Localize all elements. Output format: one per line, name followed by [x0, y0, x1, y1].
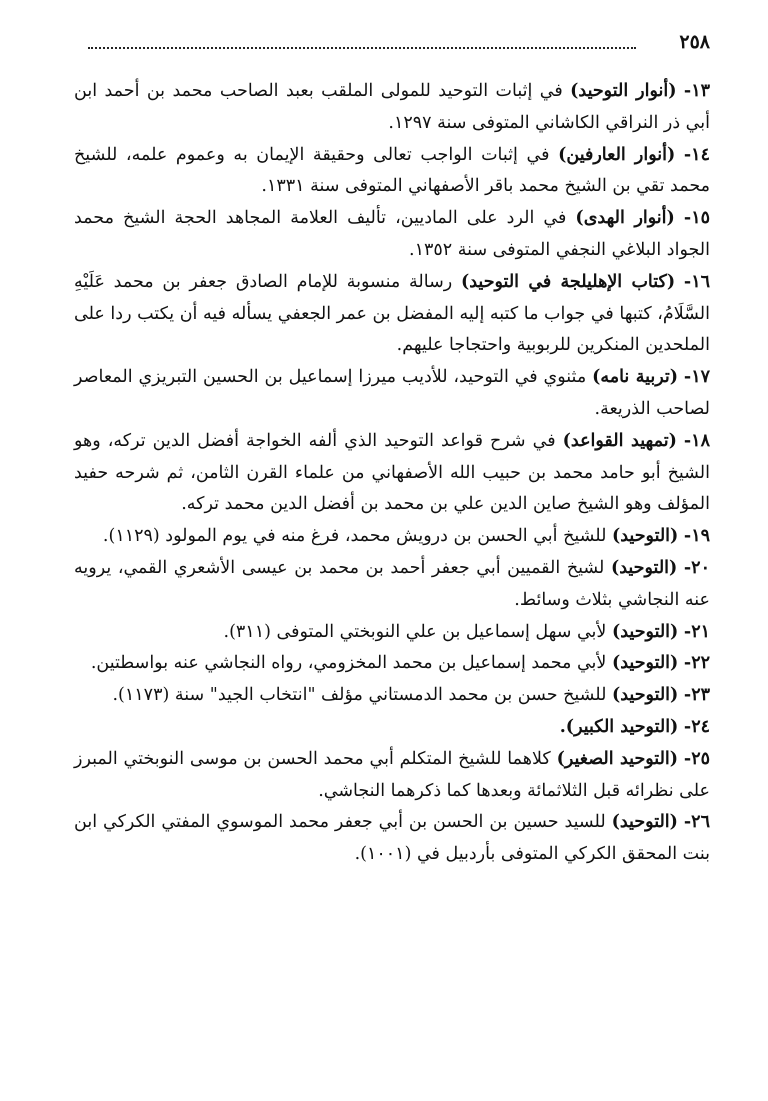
entry-text: مثنوي في التوحيد، للأديب ميرزا إسماعيل بن الحسين التبريزي المعاصر لصاحب الذريعة. [74, 367, 710, 419]
entry-14 [74, 140, 710, 204]
entry-list [74, 76, 710, 871]
entry-text: للسيد حسين بن الحسن بن أبي جعفر محمد الموسوي المفتي الكركي ابن بنت المحقق الكركي المتوفى بأردبيل في (١٠٠١). [74, 812, 710, 865]
entry-23 [74, 680, 710, 712]
entry-number: ١٥- [683, 208, 710, 229]
entry-19 [74, 521, 710, 553]
entry-number: ٢١- [683, 621, 710, 642]
entry-text: لشيخ القميين أبي جعفر أحمد بن محمد بن عيسى الأشعري القمي، يرويه عنه النجاشي بثلاث وسائط. [74, 557, 710, 610]
entry-24 [74, 712, 710, 744]
page-number: ٢٥٨ [679, 31, 710, 53]
entry-26 [74, 807, 710, 871]
entry-title: (التوحيد) [611, 526, 679, 547]
book-page [74, 28, 710, 1088]
entry-number: ٢٠- [683, 557, 710, 578]
entry-title: (أنوار العارفين) [558, 144, 676, 165]
entry-text: للشيخ حسن بن محمد الدمستاني مؤلف "انتخاب الجيد" سنة (١١٧٣). [112, 685, 612, 706]
entry-title: (تمهيد القواعد) [562, 430, 677, 451]
entry-13 [74, 76, 710, 140]
entry-number: ١٧- [683, 367, 710, 388]
entry-text: في إثبات الواجب تعالى وحقيقة الإيمان به وعموم علمه، للشيخ محمد تقي بن الشيخ محمد باقر الأصفهاني المتوفى سنة ١٣٣١. [74, 144, 710, 197]
entry-number: ٢٢- [683, 653, 710, 674]
entry-text: في إثبات التوحيد للمولى الملقب بعبد الصاحب محمد بن أحمد ابن أبي ذر النراقي الكاشاني المتوفى سنة ١٢٩٧. [74, 81, 710, 133]
entry-text: للشيخ أبي الحسن بن درويش محمد، فرغ منه في يوم المولود (١١٢٩). [102, 526, 612, 547]
entry-16 [74, 267, 710, 362]
entry-number: ١٣- [683, 81, 710, 101]
entry-22 [74, 648, 710, 680]
entry-number: ١٤- [683, 144, 710, 165]
page-header [74, 28, 710, 56]
entry-title: (التوحيد) [611, 685, 679, 706]
entry-title: (تربية نامه) [592, 367, 679, 388]
entry-text: في الرد على الماديين، تأليف العلامة المجاهد الحجة الشيخ محمد الجواد البلاغي النجفي المتوفى سنة ١٣٥٢. [74, 208, 710, 260]
entry-15 [74, 203, 710, 267]
entry-18 [74, 426, 710, 521]
entry-title: (التوحيد الكبير). [559, 716, 679, 737]
entry-text: لأبي سهل إسماعيل بن علي النوبختي المتوفى (٣١١). [223, 621, 612, 642]
entry-title: (التوحيد) [611, 653, 679, 674]
entry-number: ٢٦- [683, 812, 710, 833]
entry-title: (أنوار التوحيد) [570, 81, 677, 101]
entry-text: رسالة منسوبة للإمام الصادق جعفر بن محمد عَلَيْهِ السَّلَامُ، كتبها في جواب ما كتبه إليه المفضل بن عمر الجعفي يسأله فيه أن يكتب ردا على الملحدين المنكرين للربوبية واحتجاجا عليهم. [74, 271, 710, 356]
entry-number: ١٦- [683, 271, 710, 292]
entry-21 [74, 617, 710, 649]
entry-title: (التوحيد) [610, 557, 678, 578]
dotted-header-rule [88, 47, 636, 49]
entry-title: (أنوار الهدى) [575, 208, 675, 229]
entry-25 [74, 744, 710, 808]
entry-title: (التوحيد) [611, 621, 679, 642]
entry-number: ٢٣- [683, 685, 710, 706]
entry-title: (كتاب الإهليلجة في التوحيد) [460, 271, 676, 292]
entry-title: (التوحيد) [611, 812, 678, 833]
entry-number: ١٩- [683, 526, 710, 547]
entry-text: لأبي محمد إسماعيل بن محمد المخزومي، رواه النجاشي عنه بواسطتين. [90, 653, 612, 674]
entry-17 [74, 362, 710, 426]
entry-text: في شرح قواعد التوحيد الذي ألفه الخواجة أفضل الدين تركه، وهو الشيخ أبو حامد محمد بن حبيب الله الأصفهاني من علماء القرن الثامن، ثم شرحه حفيد المؤلف وهو الشيخ صاين الدين علي بن محمد بن أفضل الدين محمد تركه. [74, 430, 710, 515]
entry-number: ١٨- [683, 430, 710, 451]
entry-number: ٢٤- [683, 716, 710, 737]
entry-title: (التوحيد الصغير) [556, 748, 679, 769]
entry-number: ٢٥- [683, 748, 710, 769]
entry-text: كلاهما للشيخ المتكلم أبي محمد الحسن بن موسى النوبختي المبرز على نظرائه قبل الثلاثمائة وبعدها كما ذكرهما النجاشي. [74, 748, 710, 801]
entry-20 [74, 553, 710, 617]
